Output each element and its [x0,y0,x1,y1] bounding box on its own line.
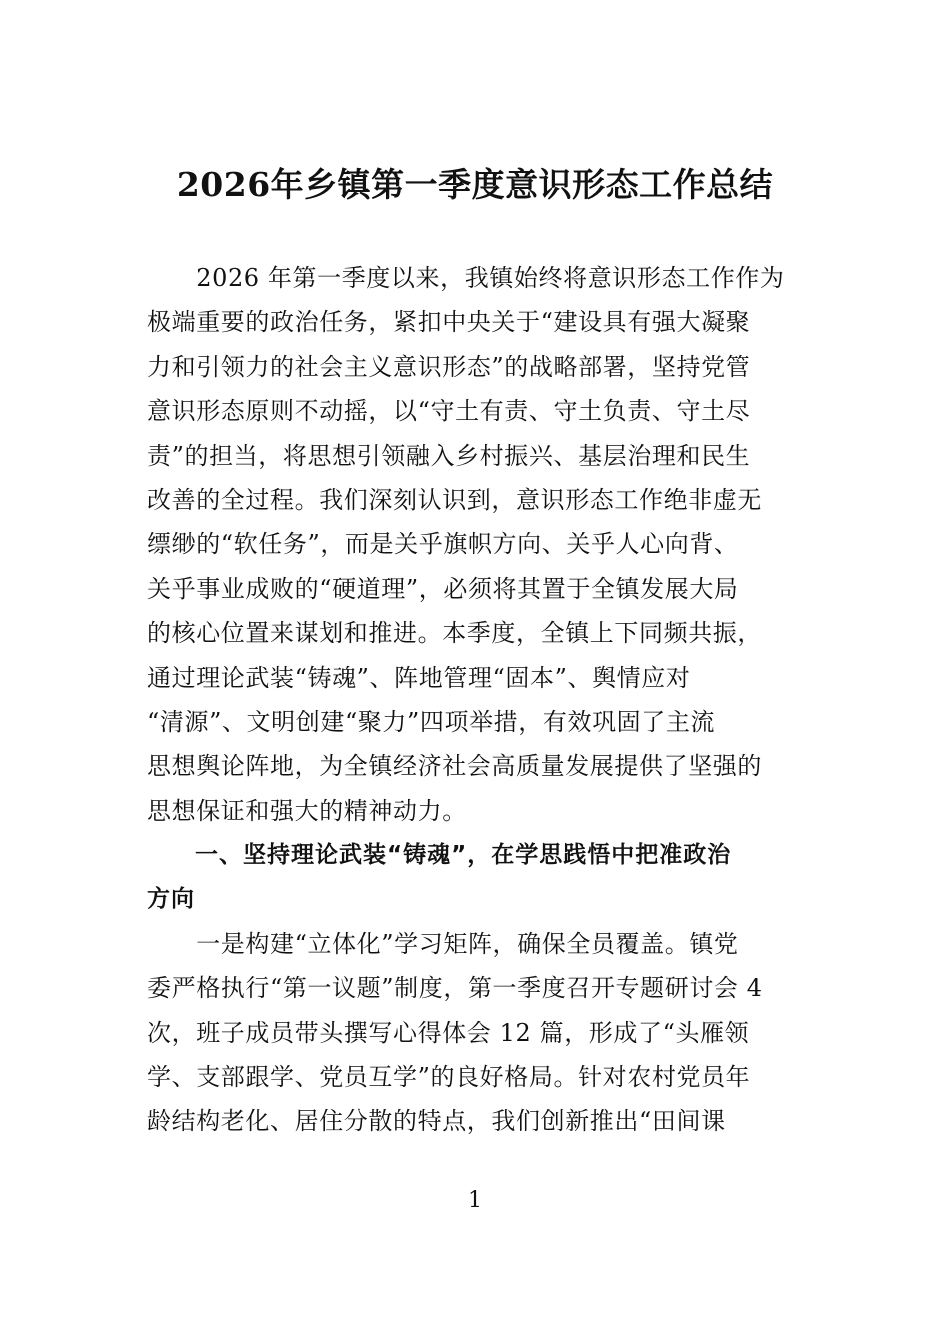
paragraph-line: 通过理论武装“铸魂”、阵地管理“固本”、舆情应对 [147,663,691,692]
paragraph-line: 力和引领力的社会主义意识形态”的战略部署，坚持党管 [147,352,751,381]
paragraph-line: 关乎事业成败的“硬道理”，必须将其置于全镇发展大局 [147,574,739,603]
paragraph-line: 改善的全过程。我们深刻认识到，意识形态工作绝非虚无 [147,485,762,514]
paragraph-line: 学、支部跟学、党员互学”的良好格局。针对农村党员年 [147,1063,751,1092]
paragraph-line: 2026 年第一季度以来，我镇始终将意识形态工作作为 [147,264,785,292]
paragraph-line: 的核心位置来谋划和推进。本季度，全镇上下同频共振， [147,619,762,648]
paragraph-line: 思想保证和强大的精神动力。 [147,796,467,825]
document-title: 2026年乡镇第一季度意识形态工作总结 [176,165,774,204]
paragraph-line: 极端重要的政治任务，紧扣中央关于“建设具有强大凝聚 [147,308,751,337]
page-number: 1 [468,1188,482,1213]
section-heading-line: 方向 [147,886,195,913]
paragraph-line: 意识形态原则不动摇，以“守土有责、守土负责、守土尽 [147,397,751,426]
paragraph-line: 次，班子成员带头撰写心得体会 12 篇，形成了“头雁领 [147,1018,750,1047]
paragraph-line: “清源”、文明创建“聚力”四项举措，有效巩固了主流 [147,707,716,736]
paragraph-line: 龄结构老化、居住分散的特点，我们创新推出“田间课 [147,1107,726,1136]
paragraph-line: 思想舆论阵地，为全镇经济社会高质量发展提供了坚强的 [147,752,762,781]
paragraph-line: 一是构建“立体化”学习矩阵，确保全员覆盖。镇党 [147,929,739,958]
paragraph-line: 责”的担当，将思想引领融入乡村振兴、基层治理和民生 [147,441,751,470]
paragraph-line: 委严格执行“第一议题”制度，第一季度召开专题研讨会 4 [147,974,763,1003]
section-heading-line: 一、坚持理论武装“铸魂”，在学思践悟中把准政治 [147,842,732,869]
document-body [147,256,807,1144]
paragraph-line: 缥缈的“软任务”，而是关乎旗帜方向、关乎人心向背、 [147,530,739,559]
